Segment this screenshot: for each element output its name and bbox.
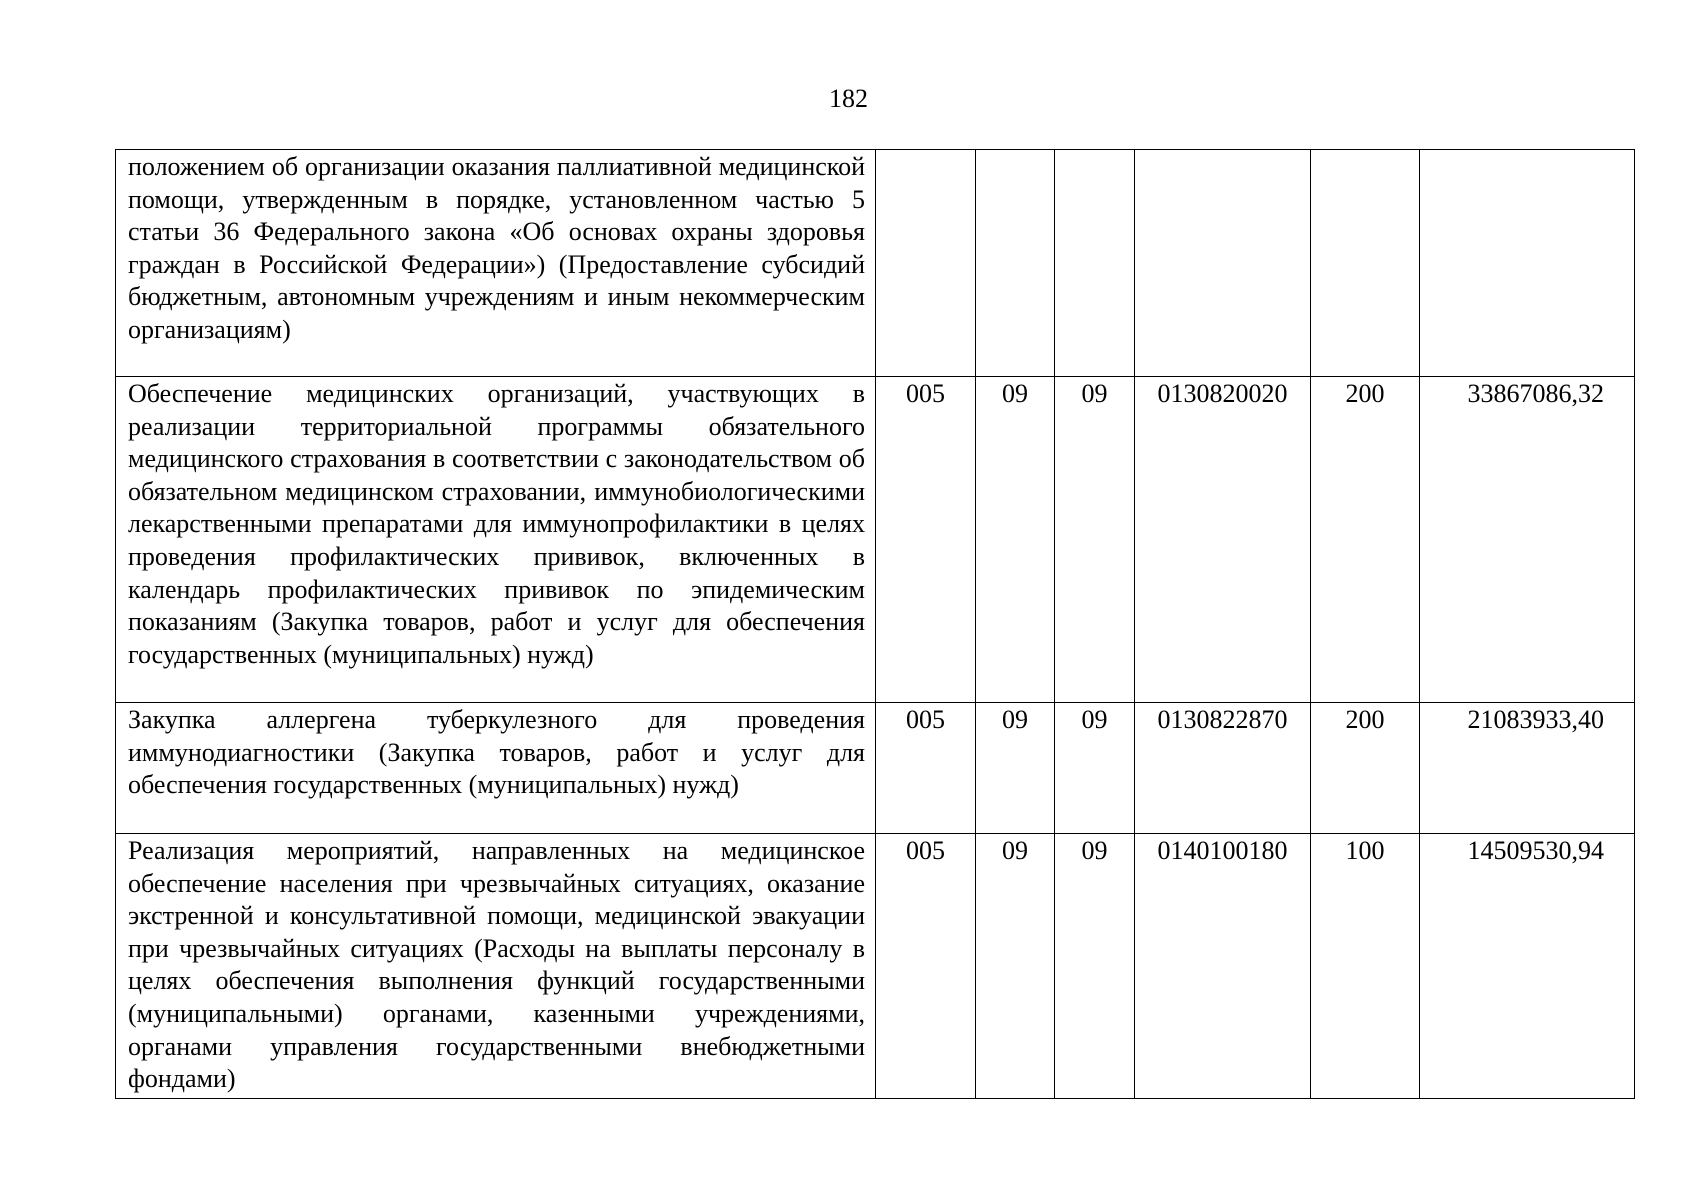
row-ministry-code: 005 xyxy=(876,703,976,834)
table-row xyxy=(116,703,1635,834)
row-amount: 14509530,94 xyxy=(1420,834,1635,1099)
table-row xyxy=(116,377,1635,703)
row-ministry-code xyxy=(876,150,976,377)
row-ministry-code: 005 xyxy=(876,834,976,1099)
row-amount xyxy=(1420,150,1635,377)
row-section-code xyxy=(976,150,1055,377)
row-amount: 33867086,32 xyxy=(1420,377,1635,703)
row-target-article xyxy=(1135,150,1311,377)
table-row xyxy=(116,150,1635,377)
row-amount: 21083933,40 xyxy=(1420,703,1635,834)
row-target-article: 0140100180 xyxy=(1135,834,1311,1099)
row-expense-type: 200 xyxy=(1311,703,1420,834)
row-subsection-code: 09 xyxy=(1055,703,1135,834)
row-description: положением об организации оказания паллиативной медицинской помощи, утвержденным в порядке, установленном частью 5 статьи 36 Федерального закона «Об основах охраны здоровья граждан в Российской Федерации») (Предоставление субсидий бюджетным, автономным учреждениям и иным некоммерческим организациям) xyxy=(116,150,876,377)
table-row xyxy=(116,834,1635,1099)
row-section-code: 09 xyxy=(976,703,1055,834)
page-number: 182 xyxy=(829,84,868,113)
row-subsection-code: 09 xyxy=(1055,377,1135,703)
row-description: Закупка аллергена туберкулезного для проведения иммунодиагностики (Закупка товаров, работ и услуг для обеспечения государственных (муниципальных) нужд) xyxy=(116,703,876,834)
row-ministry-code: 005 xyxy=(876,377,976,703)
row-section-code: 09 xyxy=(976,834,1055,1099)
row-target-article: 0130822870 xyxy=(1135,703,1311,834)
row-subsection-code: 09 xyxy=(1055,834,1135,1099)
row-description: Обеспечение медицинских организаций, участвующих в реализации территориальной программы обязательного медицинского страхования в соответствии с законодательством об обязательном медицинском страховании, иммунобиологическими лекарственными препаратами для иммунопрофилактики в целях проведения профилактических прививок, включенных в календарь профилактических прививок по эпидемическим показаниям (Закупка товаров, работ и услуг для обеспечения государственных (муниципальных) нужд) xyxy=(116,377,876,703)
budget-table xyxy=(115,149,1635,1099)
row-expense-type: 200 xyxy=(1311,377,1420,703)
row-expense-type: 100 xyxy=(1311,834,1420,1099)
row-subsection-code xyxy=(1055,150,1135,377)
row-target-article: 0130820020 xyxy=(1135,377,1311,703)
row-section-code: 09 xyxy=(976,377,1055,703)
row-description: Реализация мероприятий, направленных на медицинское обеспечение населения при чрезвычайных ситуациях, оказание экстренной и консультативной помощи, медицинской эвакуации при чрезвычайных ситуациях (Расходы на выплаты персоналу в целях обеспечения выполнения функций государственными (муниципальными) органами, казенными учреждениями, органами управления государственными внебюджетными фондами) xyxy=(116,834,876,1099)
row-expense-type xyxy=(1311,150,1420,377)
